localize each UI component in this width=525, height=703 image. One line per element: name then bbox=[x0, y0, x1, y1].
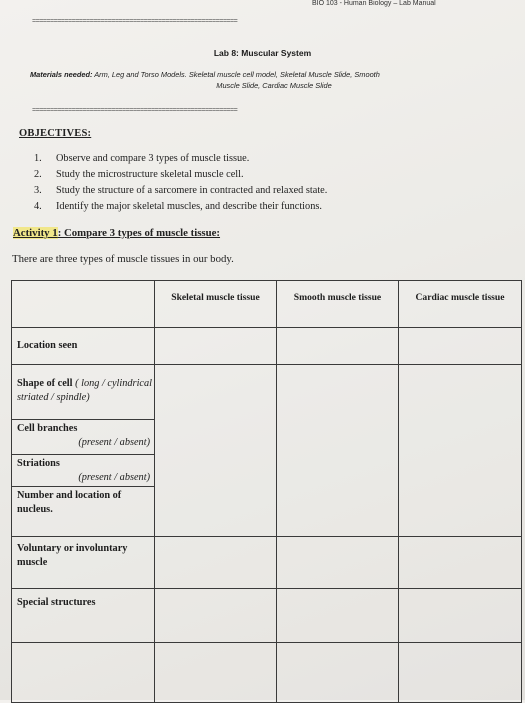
row-label-special: Special structures bbox=[12, 589, 155, 643]
materials-label: Materials needed: bbox=[30, 70, 93, 79]
separator-bottom: ========================================================= bbox=[32, 107, 238, 115]
lab-manual-header: BIO 103 - Human Biology – Lab Manual bbox=[312, 0, 436, 7]
objectives-heading: OBJECTIVES: bbox=[19, 128, 92, 139]
answer-cell[interactable] bbox=[155, 537, 277, 589]
table-row bbox=[12, 643, 522, 703]
answer-cell[interactable] bbox=[277, 365, 399, 537]
objective-item: 1. Observe and compare 3 types of muscle tissue. bbox=[34, 153, 250, 164]
header-empty-cell bbox=[12, 281, 155, 328]
row-label-shape-group bbox=[12, 365, 155, 537]
activity-title: : Compare 3 types of muscle tissue: bbox=[57, 227, 221, 239]
answer-cell[interactable] bbox=[399, 589, 522, 643]
table-row bbox=[12, 365, 522, 537]
row-label-branches: Cell branches (present / absent) bbox=[12, 420, 154, 455]
column-header-smooth: Smooth muscle tissue bbox=[277, 281, 399, 328]
objective-item: 3. Study the structure of a sarcomere in contracted and relaxed state. bbox=[34, 185, 328, 196]
answer-cell[interactable] bbox=[155, 365, 277, 537]
table-header-row bbox=[12, 281, 522, 328]
row-label-striations: Striations (present / absent) bbox=[12, 455, 154, 487]
table-row bbox=[12, 589, 522, 643]
objectives-list bbox=[34, 151, 327, 215]
answer-cell[interactable] bbox=[399, 328, 522, 365]
intro-text: There are three types of muscle tissues in our body. bbox=[12, 253, 234, 265]
objective-item: 4. Identify the major skeletal muscles, and describe their functions. bbox=[34, 201, 322, 212]
answer-cell[interactable] bbox=[277, 328, 399, 365]
answer-cell[interactable] bbox=[277, 589, 399, 643]
row-label-shape: Shape of cell ( long / cylindrical striated / spindle) bbox=[12, 365, 154, 420]
materials-line1: Arm, Leg and Torso Models. Skeletal muscle cell model, Skeletal Muscle Slide, Smooth bbox=[94, 70, 380, 79]
table-row bbox=[12, 328, 522, 365]
materials-line2: Muscle Slide, Cardiac Muscle Slide bbox=[216, 81, 332, 90]
activity-label: Activity 1 bbox=[13, 227, 58, 239]
answer-cell[interactable] bbox=[155, 589, 277, 643]
answer-cell[interactable] bbox=[277, 643, 399, 703]
muscle-comparison-table bbox=[11, 280, 522, 703]
answer-cell[interactable] bbox=[277, 537, 399, 589]
answer-cell[interactable] bbox=[155, 328, 277, 365]
row-label-nucleus: Number and location of nucleus. bbox=[17, 490, 122, 515]
activity-heading bbox=[13, 227, 220, 239]
answer-cell[interactable] bbox=[155, 643, 277, 703]
row-label-location: Location seen bbox=[12, 328, 155, 365]
answer-cell[interactable] bbox=[399, 365, 522, 537]
table-row bbox=[12, 537, 522, 589]
separator-top: ========================================================= bbox=[32, 18, 238, 26]
objective-item: 2. Study the microstructure skeletal muscle cell. bbox=[34, 169, 244, 180]
answer-cell[interactable] bbox=[399, 537, 522, 589]
lab-title: Lab 8: Muscular System bbox=[213, 48, 312, 58]
column-header-skeletal: Skeletal muscle tissue bbox=[155, 281, 277, 328]
answer-cell[interactable] bbox=[399, 643, 522, 703]
row-label-empty bbox=[12, 643, 155, 703]
materials-needed bbox=[30, 69, 500, 91]
column-header-cardiac: Cardiac muscle tissue bbox=[399, 281, 522, 328]
row-label-voluntary: Voluntary or involuntary muscle bbox=[12, 537, 155, 589]
